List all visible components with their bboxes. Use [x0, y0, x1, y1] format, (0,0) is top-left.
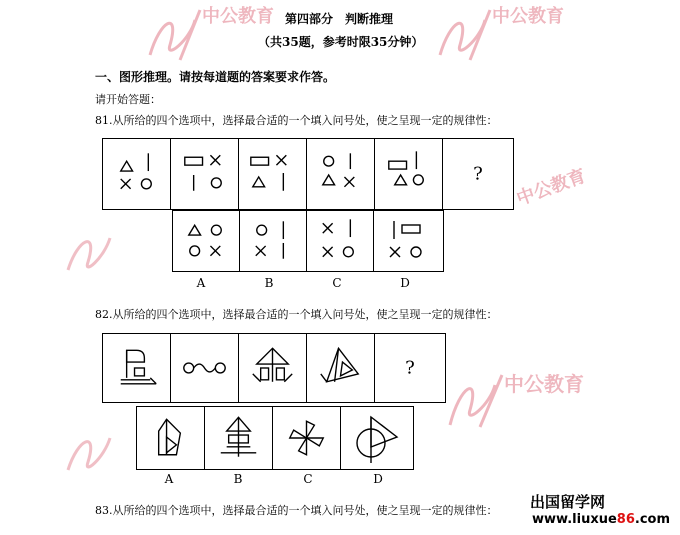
- page-subtitle: （共35题，参考时限35分钟）: [258, 35, 424, 49]
- question-81-options: [172, 210, 444, 272]
- section-heading: 一、图形推理。请按每道题的答案要求作答。: [95, 70, 336, 84]
- q81-option-b-label[interactable]: B: [264, 276, 274, 290]
- site-brand-url: www.liuxue86.com: [532, 512, 670, 527]
- start-prompt: 请开始答题：: [95, 93, 161, 106]
- site-brand-name: 出国留学网: [530, 493, 606, 511]
- q82-option-b-figure[interactable]: [205, 407, 273, 469]
- q81-figure-2: [171, 139, 239, 209]
- watermark-text: 中公教育: [504, 372, 584, 396]
- q82-option-d-label[interactable]: D: [373, 472, 383, 486]
- question-82-sequence: [102, 333, 446, 403]
- q81-figure-5: [375, 139, 443, 209]
- q82-option-d-figure[interactable]: [341, 407, 413, 469]
- q81-option-a-label[interactable]: A: [196, 276, 206, 290]
- q81-figure-1: [103, 139, 171, 209]
- question-83-stem: 83.从所给的四个选项中，选择最合适的一个填入问号处，使之呈现一定的规律性：: [95, 504, 498, 517]
- q81-option-b-figure[interactable]: [240, 211, 307, 271]
- q81-question-mark: ?: [473, 163, 483, 185]
- watermark-logo-mid-right: [510, 150, 610, 220]
- site-brand: [526, 489, 674, 529]
- question-82-stem: 82.从所给的四个选项中，选择最合适的一个填入问号处，使之呈现一定的规律性：: [95, 308, 498, 321]
- q81-option-d-label[interactable]: D: [400, 276, 410, 290]
- page-title: 第四部分 判断推理: [285, 12, 394, 26]
- watermark-logo-bottom-left: [60, 420, 120, 480]
- watermark-text: 中公教育: [492, 6, 564, 27]
- watermark-text: 中公教育: [513, 165, 589, 210]
- q82-question-cell: [375, 334, 445, 402]
- q81-option-c-figure[interactable]: [307, 211, 374, 271]
- watermark-logo-left: [60, 220, 120, 280]
- q82-option-a-label[interactable]: A: [164, 472, 174, 486]
- q82-figure-3: [239, 334, 307, 402]
- question-82-options: [136, 406, 414, 470]
- q81-option-d-figure[interactable]: [374, 211, 443, 271]
- q81-question-cell: [443, 139, 513, 209]
- q82-option-b-label[interactable]: B: [233, 472, 243, 486]
- q81-option-c-label[interactable]: C: [332, 276, 342, 290]
- q81-figure-4: [307, 139, 375, 209]
- watermark-text: 中公教育: [202, 6, 274, 27]
- q82-figure-2: [171, 334, 239, 402]
- q82-figure-1: [103, 334, 171, 402]
- question-81-sequence: [102, 138, 514, 210]
- q81-figure-3: [239, 139, 307, 209]
- q82-figure-4: [307, 334, 375, 402]
- question-81-stem: 81.从所给的四个选项中，选择最合适的一个填入问号处，使之呈现一定的规律性：: [95, 114, 498, 127]
- watermark-logo-top-right: [430, 0, 570, 70]
- q82-question-mark: ?: [405, 357, 415, 379]
- q82-option-a-figure[interactable]: [137, 407, 205, 469]
- q82-option-c-label[interactable]: C: [303, 472, 313, 486]
- watermark-logo-bottom-center: [440, 355, 590, 435]
- q81-option-a-figure[interactable]: [173, 211, 240, 271]
- q82-option-c-figure[interactable]: [273, 407, 341, 469]
